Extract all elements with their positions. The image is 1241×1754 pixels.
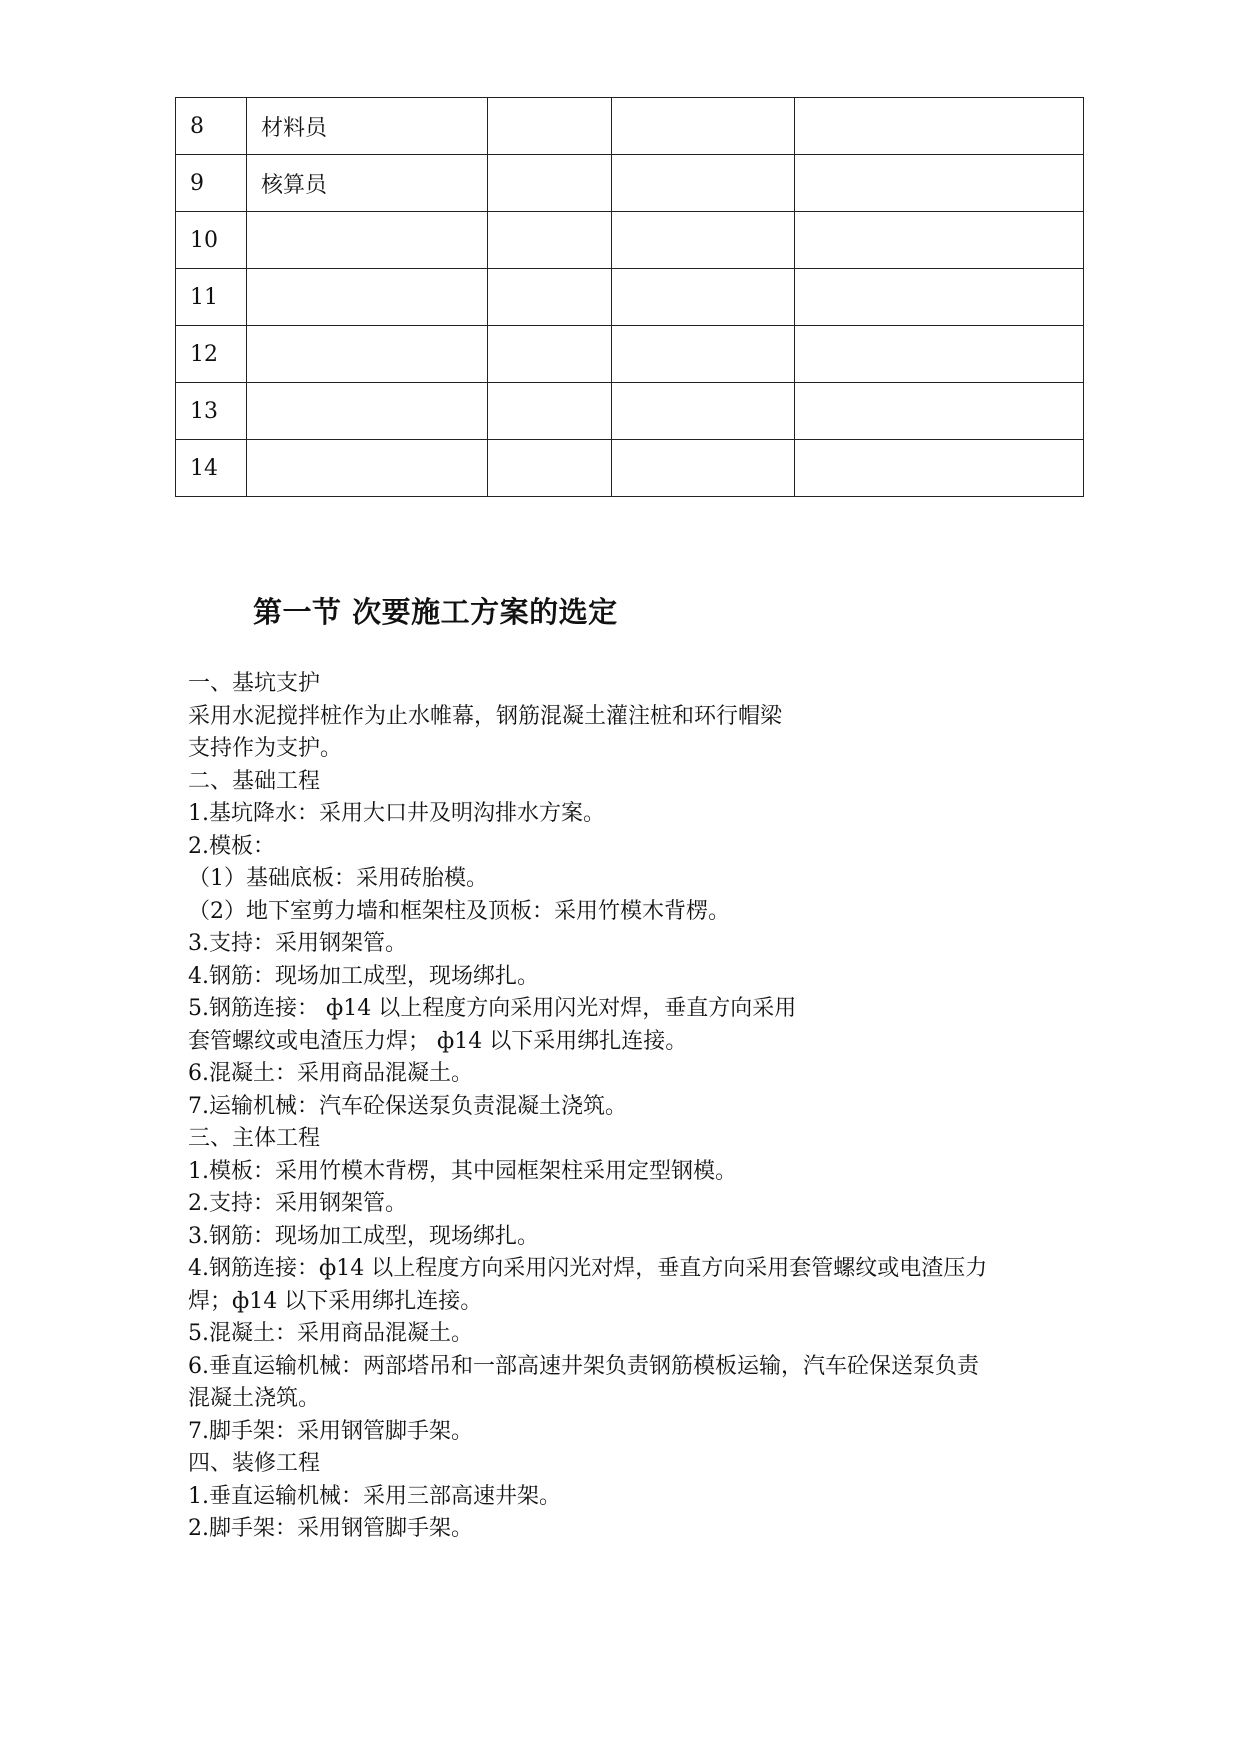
- body-line: 7.运输机械：汽车砼保送泵负责混凝土浇筑。: [188, 1093, 627, 1119]
- row-number: 8: [176, 98, 247, 155]
- body-line: 6.垂直运输机械：两部塔吊和一部高速井架负责钢筋模板运输，汽车砼保送泵负责: [188, 1353, 979, 1379]
- row-number: 14: [176, 440, 247, 497]
- body-line: 6.混凝土：采用商品混凝土。: [188, 1061, 473, 1086]
- body-line: 一、基坑支护: [188, 671, 321, 696]
- row-number: 10: [176, 212, 247, 269]
- body-line: 混凝土浇筑。: [188, 1386, 321, 1411]
- table-row: [176, 383, 1084, 440]
- body-line: 1.模板：采用竹模木背楞，其中园框架柱采用定型钢模。: [188, 1158, 737, 1184]
- empty-cell: [488, 326, 612, 383]
- body-line: （2）地下室剪力墙和框架柱及顶板：采用竹模木背楞。: [188, 898, 730, 924]
- role-cell: 核算员: [247, 155, 488, 212]
- body-line: 二、基础工程: [188, 768, 321, 794]
- empty-cell: [612, 269, 795, 326]
- empty-cell: [488, 383, 612, 440]
- body-line: 三、主体工程: [188, 1126, 321, 1151]
- empty-cell: [612, 440, 795, 497]
- body-line: 3.钢筋：现场加工成型，现场绑扎。: [188, 1223, 539, 1249]
- empty-cell: [612, 383, 795, 440]
- body-line: 5.混凝土：采用商品混凝土。: [188, 1321, 473, 1346]
- section-title: 第一节 次要施工方案的选定: [253, 595, 618, 629]
- body-line: 2.模板：: [188, 833, 275, 859]
- table-row: [176, 98, 1084, 155]
- body-line: 支持作为支护。: [188, 736, 343, 761]
- body-line: 3.支持：采用钢架管。: [188, 931, 407, 956]
- empty-cell: [612, 326, 795, 383]
- empty-cell: [488, 155, 612, 212]
- table-row: [176, 440, 1084, 497]
- body-line: 1.垂直运输机械：采用三部高速井架。: [188, 1483, 561, 1509]
- body-line: 2.支持：采用钢架管。: [188, 1191, 407, 1216]
- empty-cell: [795, 212, 1084, 269]
- body-line: 采用水泥搅拌桩作为止水帷幕，钢筋混凝土灌注桩和环行帽梁: [188, 703, 783, 729]
- role-cell: [247, 269, 488, 326]
- empty-cell: [795, 98, 1084, 155]
- body-line: 5.钢筋连接： ф14 以上程度方向采用闪光对焊，垂直方向采用: [188, 996, 797, 1021]
- table-row: [176, 155, 1084, 212]
- empty-cell: [488, 269, 612, 326]
- empty-cell: [795, 383, 1084, 440]
- staff-table: [175, 97, 1084, 497]
- section-body: [188, 668, 1058, 1546]
- role-cell: [247, 326, 488, 383]
- body-line: （1）基础底板：采用砖胎模。: [188, 866, 488, 891]
- role-cell: [247, 440, 488, 497]
- body-line: 4.钢筋连接：ф14 以上程度方向采用闪光对焊，垂直方向采用套管螺纹或电渣压力: [188, 1256, 988, 1281]
- row-number: 13: [176, 383, 247, 440]
- body-line: 2.脚手架：采用钢管脚手架。: [188, 1516, 473, 1541]
- empty-cell: [795, 269, 1084, 326]
- body-line: 四、装修工程: [188, 1451, 321, 1476]
- empty-cell: [612, 155, 795, 212]
- body-line: 4.钢筋：现场加工成型，现场绑扎。: [188, 963, 539, 989]
- table-row: [176, 326, 1084, 383]
- empty-cell: [612, 212, 795, 269]
- empty-cell: [795, 440, 1084, 497]
- role-cell: [247, 212, 488, 269]
- empty-cell: [488, 440, 612, 497]
- empty-cell: [612, 98, 795, 155]
- body-line: 1.基坑降水：采用大口井及明沟排水方案。: [188, 801, 605, 826]
- row-number: 11: [176, 269, 247, 326]
- body-line: 套管螺纹或电渣压力焊； ф14 以下采用绑扎连接。: [188, 1028, 688, 1054]
- body-line: 7.脚手架：采用钢管脚手架。: [188, 1418, 473, 1444]
- body-line: 焊；ф14 以下采用绑扎连接。: [188, 1288, 483, 1314]
- empty-cell: [795, 326, 1084, 383]
- table-row: [176, 212, 1084, 269]
- row-number: 9: [176, 155, 247, 212]
- row-number: 12: [176, 326, 247, 383]
- table-row: [176, 269, 1084, 326]
- role-cell: 材料员: [247, 98, 488, 155]
- empty-cell: [488, 212, 612, 269]
- empty-cell: [795, 155, 1084, 212]
- empty-cell: [488, 98, 612, 155]
- role-cell: [247, 383, 488, 440]
